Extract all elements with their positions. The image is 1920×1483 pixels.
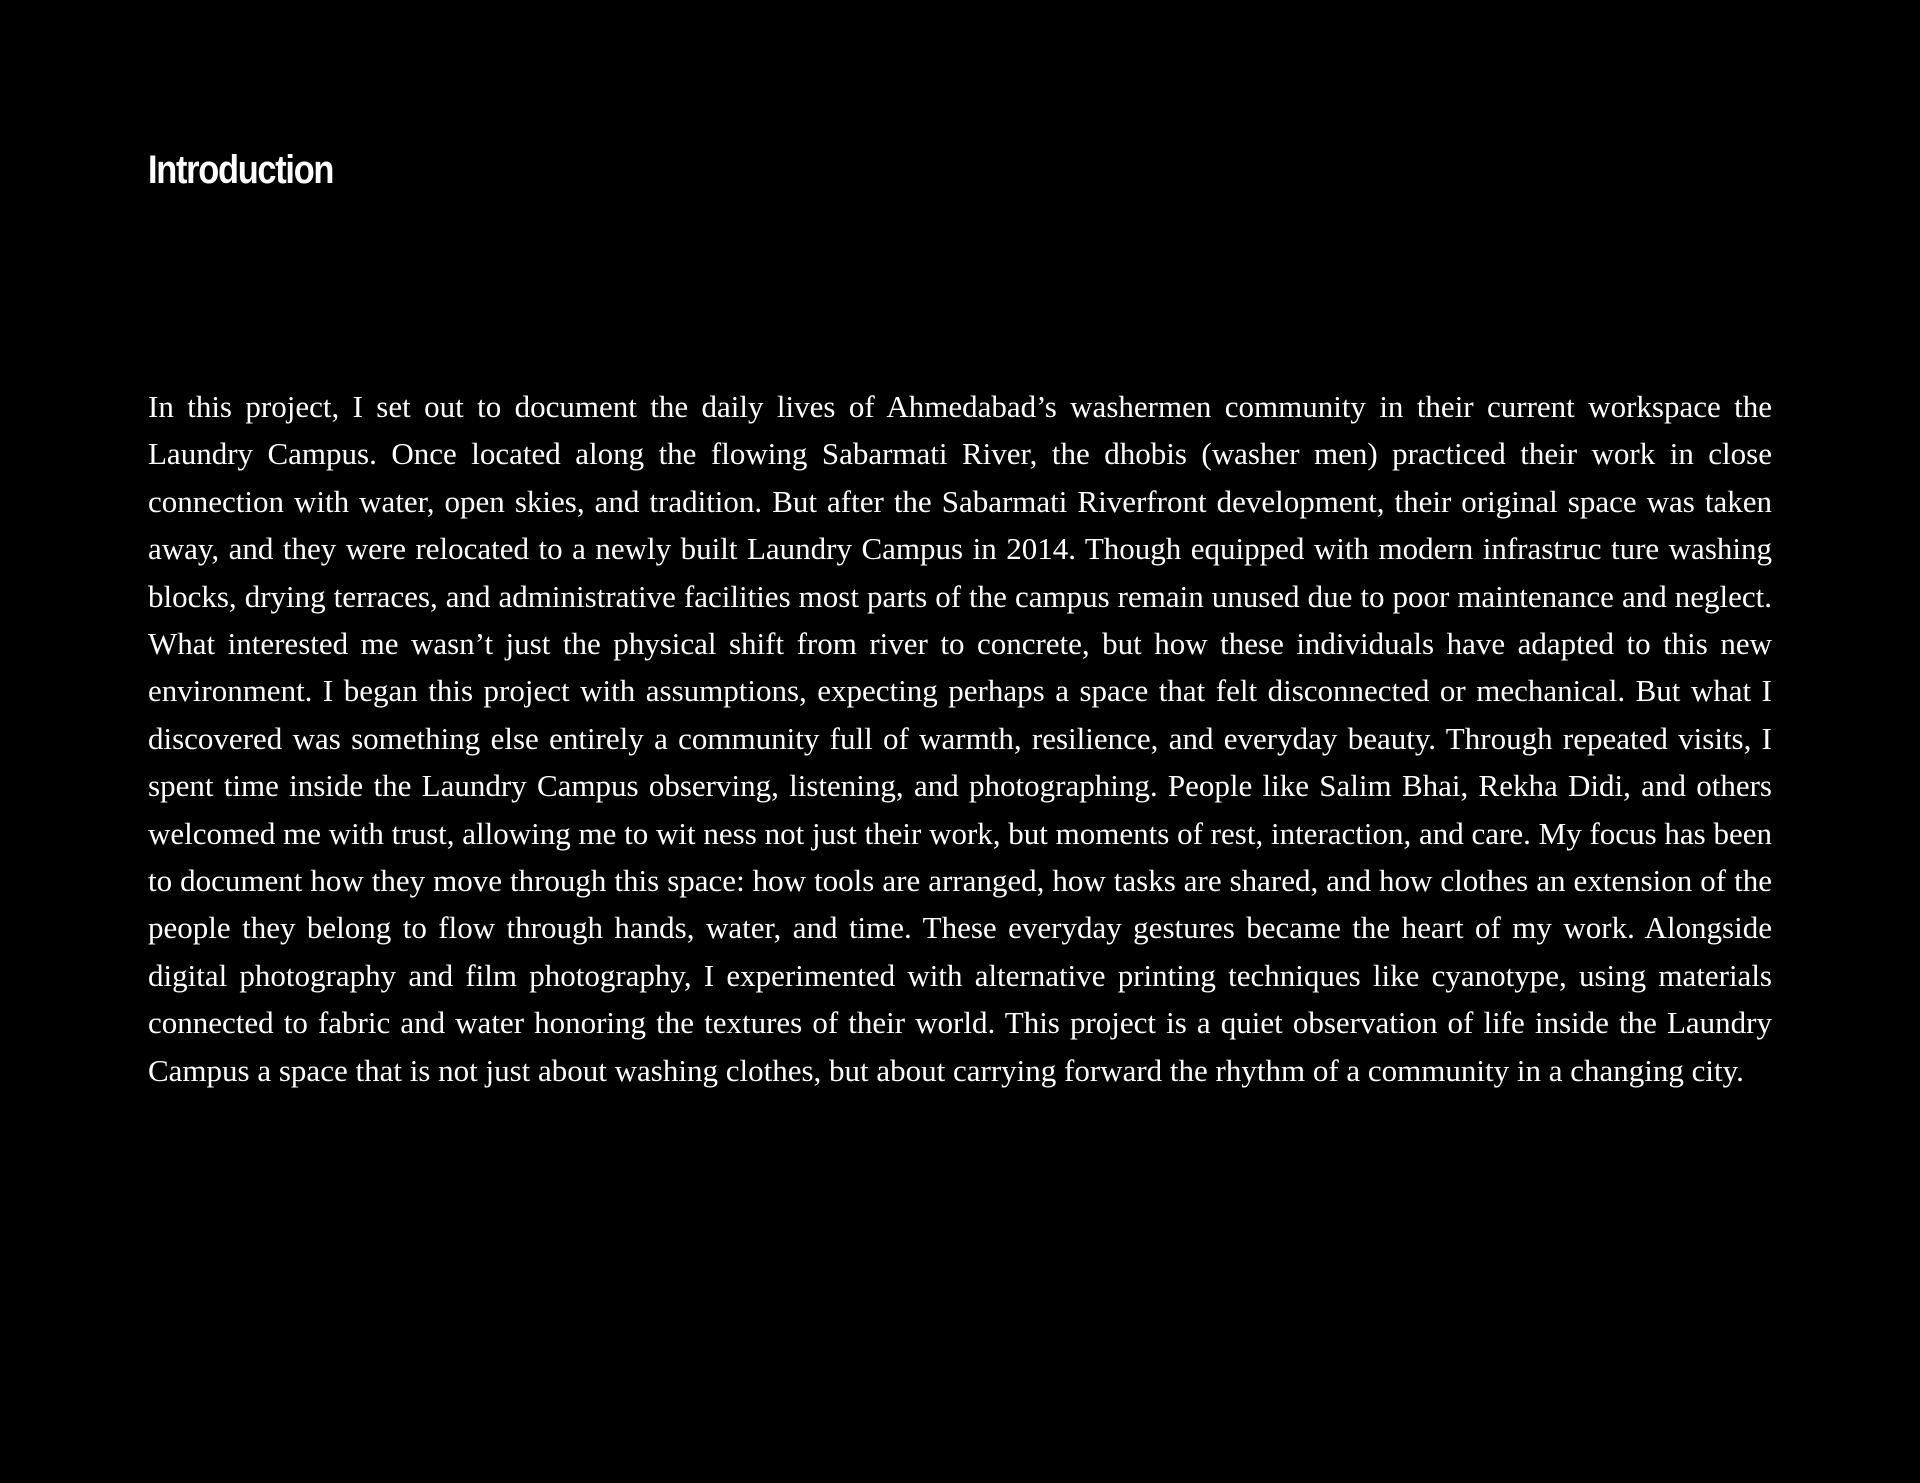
page-title: Introduction <box>148 148 334 192</box>
introduction-paragraph: In this project, I set out to document the daily lives of Ahmedabad’s washermen community in their current workspace the Laundry Campus. Once located along the flowing Sabarmati River, the dhobis (washer men) practiced their work in close connection with water, open skies, and tradition. But after the Sabarmati Riverfront development, their original space was taken away, and they were relocated to a newly built Laundry Campus in 2014. Though equipped with modern infrastruc ture washing blocks, drying terraces, and administrative facilities most parts of the campus remain unused due to poor maintenance and neglect. What interested me wasn’t just the physical shift from river to concrete, but how these individuals have adapted to this new environment. I began this project with assumptions, expecting perhaps a space that felt disconnected or mechanical. But what I discovered was something else entirely a community full of warmth, resilience, and everyday beauty. Through repeated visits, I spent time inside the Laundry Campus observing, listening, and photographing. People like Salim Bhai, Rekha Didi, and others welcomed me with trust, allowing me to wit ness not just their work, but moments of rest, interaction, and care. My focus has been to document how they move through this space: how tools are arranged, how tasks are shared, and how clothes an extension of the people they belong to flow through hands, water, and time. These everyday gestures became the heart of my work. Alongside digital photography and film photography, I experimented with alternative printing techniques like cyanotype, using materials connected to fabric and water honoring the textures of their world. This project is a quiet observation of life inside the Laundry Campus a space that is not just about washing clothes, but about carrying forward the rhythm of a community in a changing city. <box>148 389 1772 1088</box>
